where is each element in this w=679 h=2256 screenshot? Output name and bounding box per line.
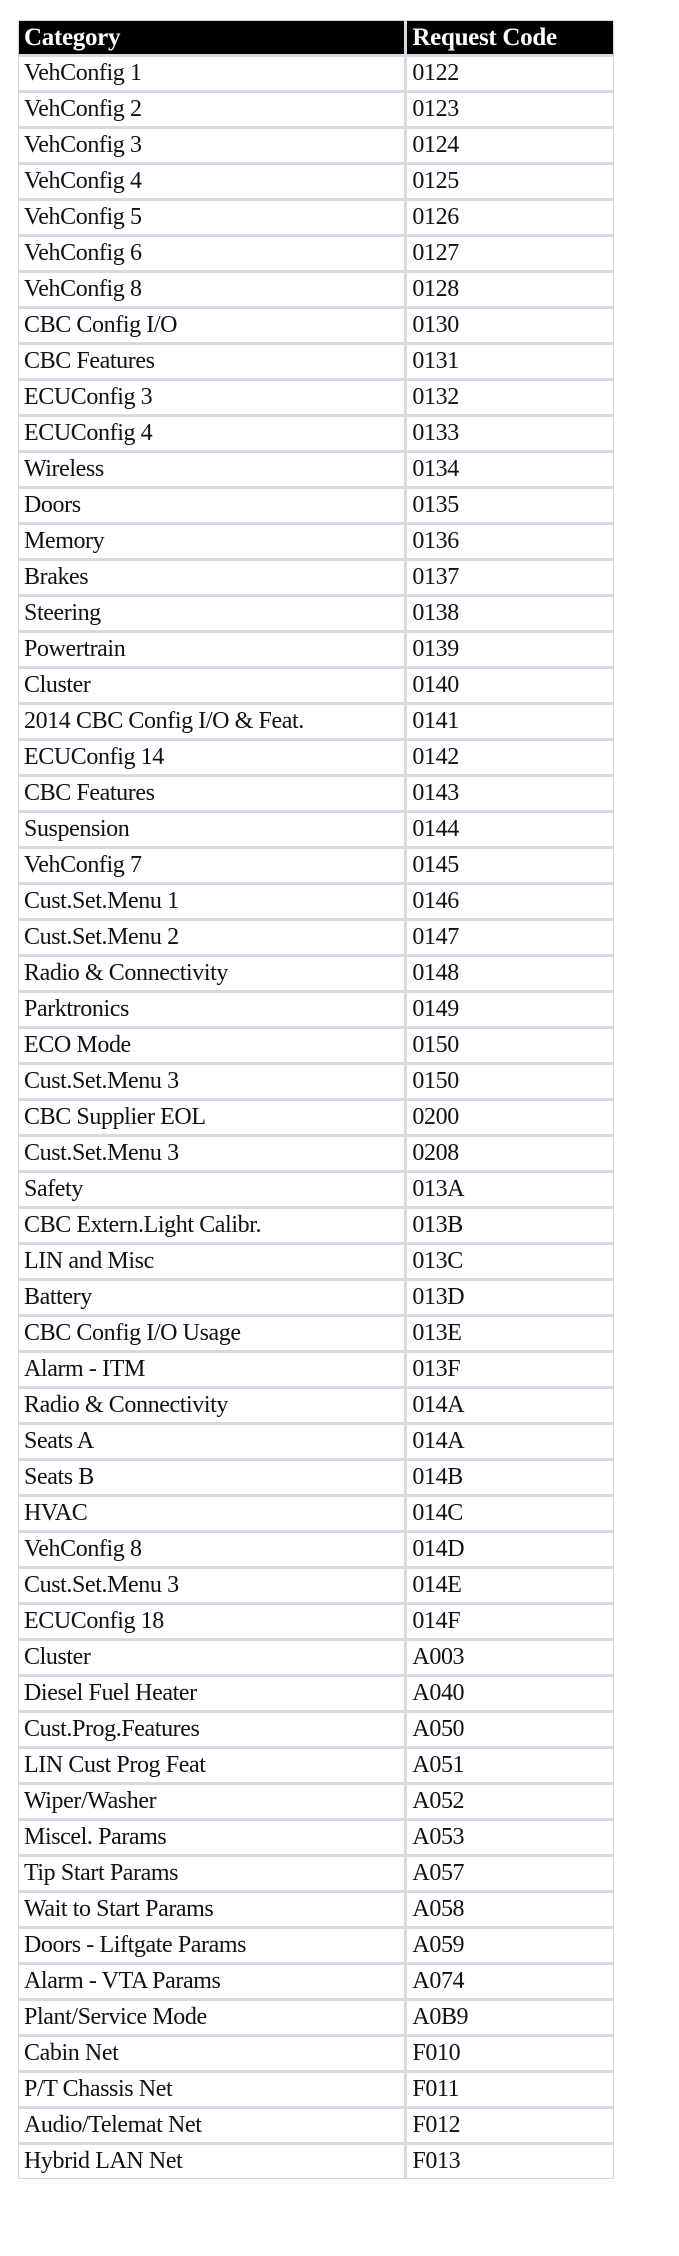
table-row (19, 2001, 613, 2037)
request-code-cell: 0134 (407, 453, 613, 489)
category-cell: Cust.Set.Menu 3 (19, 1137, 407, 1173)
category-cell: Audio/Telemat Net (19, 2109, 407, 2145)
request-code-cell: 013C (407, 1245, 613, 1281)
table-row (19, 1389, 613, 1425)
table-row (19, 669, 613, 705)
table-row (19, 1929, 613, 1965)
request-code-cell: 0125 (407, 165, 613, 201)
table-body (19, 57, 613, 2178)
request-code-cell: 013D (407, 1281, 613, 1317)
category-cell: 2014 CBC Config I/O & Feat. (19, 705, 407, 741)
category-cell: Safety (19, 1173, 407, 1209)
table-row (19, 1713, 613, 1749)
table-row (19, 1749, 613, 1785)
category-cell: VehConfig 1 (19, 57, 407, 93)
table-row (19, 1029, 613, 1065)
table-row (19, 1353, 613, 1389)
category-cell: Cust.Prog.Features (19, 1713, 407, 1749)
category-cell: Memory (19, 525, 407, 561)
category-cell: VehConfig 7 (19, 849, 407, 885)
category-cell: ECUConfig 14 (19, 741, 407, 777)
table-row (19, 345, 613, 381)
table-row (19, 2073, 613, 2109)
request-code-cell: F012 (407, 2109, 613, 2145)
table-row (19, 525, 613, 561)
table-row (19, 1137, 613, 1173)
request-code-cell: 014D (407, 1533, 613, 1569)
request-code-cell: 0138 (407, 597, 613, 633)
category-cell: Wireless (19, 453, 407, 489)
table-row (19, 57, 613, 93)
request-code-cell: A074 (407, 1965, 613, 2001)
table-row (19, 273, 613, 309)
table-row (19, 1209, 613, 1245)
table-row (19, 165, 613, 201)
request-code-cell: 0139 (407, 633, 613, 669)
table-row (19, 813, 613, 849)
category-cell: Brakes (19, 561, 407, 597)
request-code-cell: A051 (407, 1749, 613, 1785)
request-code-cell: 0137 (407, 561, 613, 597)
category-cell: CBC Features (19, 777, 407, 813)
table-row (19, 129, 613, 165)
table-row (19, 1533, 613, 1569)
table-row (19, 417, 613, 453)
category-cell: VehConfig 3 (19, 129, 407, 165)
category-cell: HVAC (19, 1497, 407, 1533)
category-cell: LIN and Misc (19, 1245, 407, 1281)
request-code-cell: 0150 (407, 1065, 613, 1101)
request-code-cell: F011 (407, 2073, 613, 2109)
request-code-cell: 013A (407, 1173, 613, 1209)
category-cell: Radio & Connectivity (19, 957, 407, 993)
category-cell: ECUConfig 3 (19, 381, 407, 417)
category-cell: Diesel Fuel Heater (19, 1677, 407, 1713)
category-cell: Wiper/Washer (19, 1785, 407, 1821)
table-row (19, 1965, 613, 2001)
table-row (19, 777, 613, 813)
request-code-cell: 0128 (407, 273, 613, 309)
table-row (19, 597, 613, 633)
category-cell: Radio & Connectivity (19, 1389, 407, 1425)
category-cell: Cabin Net (19, 2037, 407, 2073)
request-code-cell: 0140 (407, 669, 613, 705)
request-code-cell: 0131 (407, 345, 613, 381)
table-row (19, 1677, 613, 1713)
request-code-cell: A058 (407, 1893, 613, 1929)
category-cell: Alarm - VTA Params (19, 1965, 407, 2001)
category-cell: Seats B (19, 1461, 407, 1497)
table-row (19, 2037, 613, 2073)
request-code-cell: A059 (407, 1929, 613, 1965)
category-cell: Alarm - ITM (19, 1353, 407, 1389)
category-cell: Cluster (19, 1641, 407, 1677)
category-cell: Battery (19, 1281, 407, 1317)
category-cell: VehConfig 2 (19, 93, 407, 129)
request-code-cell: 0200 (407, 1101, 613, 1137)
table-row (19, 561, 613, 597)
request-code-cell: 0124 (407, 129, 613, 165)
table-row (19, 633, 613, 669)
request-code-cell: 0208 (407, 1137, 613, 1173)
table-row (19, 1641, 613, 1677)
request-code-cell: 0135 (407, 489, 613, 525)
table-row (19, 237, 613, 273)
request-code-cell: 0143 (407, 777, 613, 813)
table-row (19, 1425, 613, 1461)
request-code-cell: A052 (407, 1785, 613, 1821)
request-code-cell: 014F (407, 1605, 613, 1641)
request-code-cell: 0132 (407, 381, 613, 417)
table-row (19, 1101, 613, 1137)
request-code-cell: 014B (407, 1461, 613, 1497)
table-header-row (19, 21, 613, 57)
category-cell: Cust.Set.Menu 3 (19, 1569, 407, 1605)
category-cell: CBC Config I/O (19, 309, 407, 345)
request-code-cell: 0147 (407, 921, 613, 957)
header-category: Category (19, 21, 407, 57)
category-cell: Doors (19, 489, 407, 525)
table-row (19, 1461, 613, 1497)
table-row (19, 1281, 613, 1317)
category-cell: Miscel. Params (19, 1821, 407, 1857)
table-row (19, 2145, 613, 2178)
table-row (19, 1785, 613, 1821)
category-cell: ECUConfig 18 (19, 1605, 407, 1641)
table-row (19, 1317, 613, 1353)
request-code-cell: 014E (407, 1569, 613, 1605)
category-cell: VehConfig 6 (19, 237, 407, 273)
category-cell: Steering (19, 597, 407, 633)
header-request-code: Request Code (407, 21, 613, 57)
table-row (19, 489, 613, 525)
request-code-cell: 014C (407, 1497, 613, 1533)
table-row (19, 1569, 613, 1605)
category-cell: Wait to Start Params (19, 1893, 407, 1929)
table-row (19, 1605, 613, 1641)
table-row (19, 309, 613, 345)
request-code-cell: 0123 (407, 93, 613, 129)
request-code-cell: 0142 (407, 741, 613, 777)
category-cell: Cust.Set.Menu 2 (19, 921, 407, 957)
category-cell: VehConfig 8 (19, 1533, 407, 1569)
category-cell: VehConfig 8 (19, 273, 407, 309)
request-code-cell: 0149 (407, 993, 613, 1029)
request-code-cell: 0127 (407, 237, 613, 273)
category-cell: CBC Features (19, 345, 407, 381)
request-code-cell: 0146 (407, 885, 613, 921)
category-cell: CBC Config I/O Usage (19, 1317, 407, 1353)
request-code-cell: 0145 (407, 849, 613, 885)
table-row (19, 849, 613, 885)
request-code-cell: A057 (407, 1857, 613, 1893)
category-cell: Cust.Set.Menu 1 (19, 885, 407, 921)
request-code-cell: 0144 (407, 813, 613, 849)
category-cell: Seats A (19, 1425, 407, 1461)
category-cell: Parktronics (19, 993, 407, 1029)
category-cell: ECO Mode (19, 1029, 407, 1065)
category-cell: LIN Cust Prog Feat (19, 1749, 407, 1785)
table-row (19, 1821, 613, 1857)
request-code-cell: 014A (407, 1389, 613, 1425)
table-row (19, 1857, 613, 1893)
request-code-cell: F010 (407, 2037, 613, 2073)
request-code-cell: 0130 (407, 309, 613, 345)
request-code-cell: 0126 (407, 201, 613, 237)
request-code-cell: A050 (407, 1713, 613, 1749)
table-row (19, 381, 613, 417)
request-code-cell: 013E (407, 1317, 613, 1353)
table-row (19, 957, 613, 993)
request-code-table (18, 20, 614, 2179)
category-cell: CBC Supplier EOL (19, 1101, 407, 1137)
table-row (19, 705, 613, 741)
table-row (19, 1065, 613, 1101)
table-row (19, 885, 613, 921)
request-code-cell: 0150 (407, 1029, 613, 1065)
table-row (19, 993, 613, 1029)
request-code-cell: 0148 (407, 957, 613, 993)
request-code-cell: 014A (407, 1425, 613, 1461)
category-cell: CBC Extern.Light Calibr. (19, 1209, 407, 1245)
table-row (19, 921, 613, 957)
request-code-cell: A003 (407, 1641, 613, 1677)
request-code-cell: A040 (407, 1677, 613, 1713)
table-row (19, 1245, 613, 1281)
category-cell: Suspension (19, 813, 407, 849)
category-cell: Doors - Liftgate Params (19, 1929, 407, 1965)
table-row (19, 1893, 613, 1929)
category-cell: Plant/Service Mode (19, 2001, 407, 2037)
table-row (19, 1173, 613, 1209)
category-cell: P/T Chassis Net (19, 2073, 407, 2109)
table-row (19, 741, 613, 777)
request-code-cell: 013F (407, 1353, 613, 1389)
category-cell: Powertrain (19, 633, 407, 669)
table-row (19, 201, 613, 237)
table-row (19, 93, 613, 129)
table-row (19, 453, 613, 489)
request-code-cell: A0B9 (407, 2001, 613, 2037)
category-cell: Hybrid LAN Net (19, 2145, 407, 2178)
table-row (19, 1497, 613, 1533)
request-code-cell: 0136 (407, 525, 613, 561)
request-code-cell: 0122 (407, 57, 613, 93)
request-code-cell: A053 (407, 1821, 613, 1857)
category-cell: VehConfig 4 (19, 165, 407, 201)
request-code-cell: 013B (407, 1209, 613, 1245)
request-code-cell: 0141 (407, 705, 613, 741)
category-cell: Cluster (19, 669, 407, 705)
request-code-cell: F013 (407, 2145, 613, 2178)
category-cell: Tip Start Params (19, 1857, 407, 1893)
category-cell: Cust.Set.Menu 3 (19, 1065, 407, 1101)
category-cell: ECUConfig 4 (19, 417, 407, 453)
table-row (19, 2109, 613, 2145)
category-cell: VehConfig 5 (19, 201, 407, 237)
request-code-cell: 0133 (407, 417, 613, 453)
